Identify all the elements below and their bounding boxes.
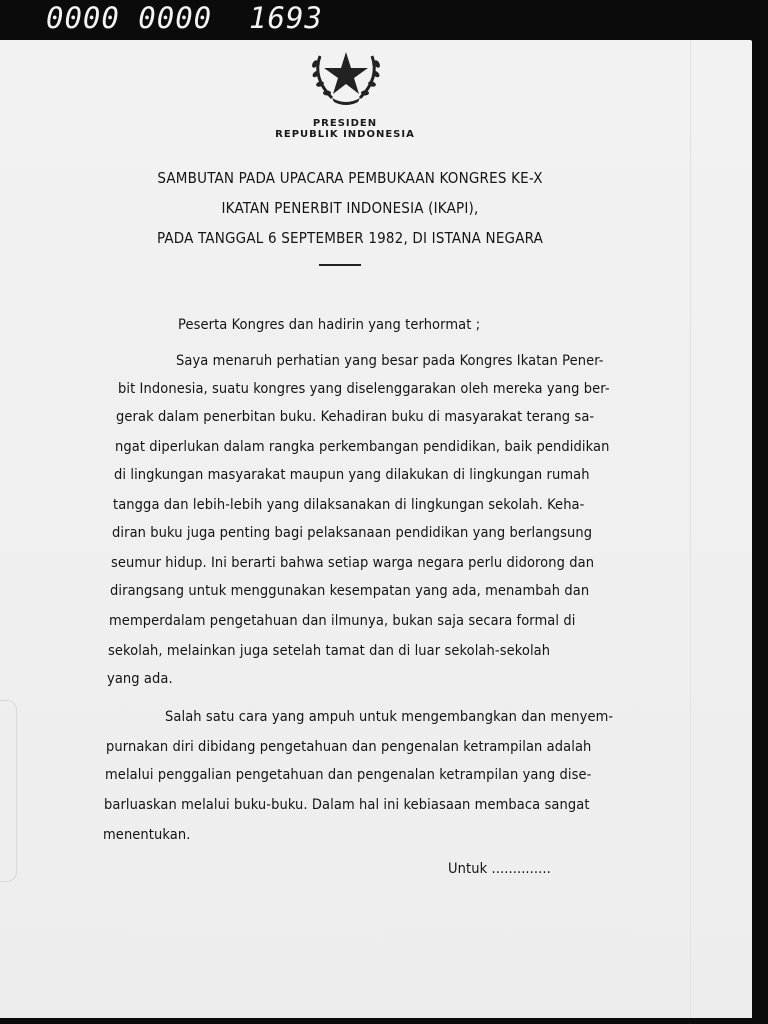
paragraph2-line: menentukan. xyxy=(103,827,191,843)
paragraph1-line: bit Indonesia, suatu kongres yang diselenggarakan oleh mereka yang ber- xyxy=(118,381,610,397)
paragraph1-line: Saya menaruh perhatian yang besar pada Kongres Ikatan Pener- xyxy=(176,353,604,369)
paragraph1-line: di lingkungan masyarakat maupun yang dilakukan di lingkungan rumah xyxy=(114,467,590,483)
paragraph1-line: yang ada. xyxy=(107,671,173,687)
film-frame-code: 0000 0000 1693 xyxy=(46,1,323,35)
office-title-line2: REPUBLIK INDONESIA xyxy=(275,129,415,140)
salutation: Peserta Kongres dan hadirin yang terhormat ; xyxy=(178,317,481,333)
paragraph1-line: gerak dalam penerbitan buku. Kehadiran buku di masyarakat terang sa- xyxy=(116,409,595,425)
page-edge-mark xyxy=(0,700,17,882)
document-title-line3: PADA TANGGAL 6 SEPTEMBER 1982, DI ISTANA NEGARA xyxy=(156,229,544,247)
paragraph1-line: tangga dan lebih-lebih yang dilaksanakan di lingkungan sekolah. Keha- xyxy=(113,497,585,513)
document-title-line2: IKATAN PENERBIT INDONESIA (IKAPI), xyxy=(221,199,479,217)
paragraph2-line: purnakan diri dibidang pengetahuan dan pengenalan ketrampilan adalah xyxy=(106,739,592,755)
title-divider xyxy=(319,264,361,266)
paragraph1-line: sekolah, melainkan juga setelah tamat dan di luar sekolah-sekolah xyxy=(108,643,551,659)
paragraph1-line: dirangsang untuk menggunakan kesempatan yang ada, menambah dan xyxy=(110,583,590,599)
garuda-star-emblem-icon xyxy=(302,40,390,108)
paragraph1-line: seumur hidup. Ini berarti bahwa setiap warga negara perlu didorong dan xyxy=(111,555,595,571)
paragraph1-line: diran buku juga penting bagi pelaksanaan pendidikan yang berlangsung xyxy=(112,525,593,541)
document-page xyxy=(0,40,752,1018)
document-title-line1: SAMBUTAN PADA UPACARA PEMBUKAAN KONGRES KE-X xyxy=(157,169,543,187)
paragraph2-line: melalui penggalian pengetahuan dan pengenalan ketrampilan yang dise- xyxy=(105,767,592,783)
page-fold-line xyxy=(690,40,691,1018)
paragraph2-line: barluaskan melalui buku-buku. Dalam hal ini kebiasaan membaca sangat xyxy=(104,797,590,813)
continuation-marker: Untuk .............. xyxy=(448,861,551,877)
paragraph1-line: memperdalam pengetahuan dan ilmunya, bukan saja secara formal di xyxy=(109,613,576,629)
office-title-line1: PRESIDEN xyxy=(312,118,378,129)
paragraph2-line: Salah satu cara yang ampuh untuk mengembangkan dan menyem- xyxy=(165,709,614,725)
paragraph1-line: ngat diperlukan dalam rangka perkembangan pendidikan, baik pendidikan xyxy=(115,439,610,455)
